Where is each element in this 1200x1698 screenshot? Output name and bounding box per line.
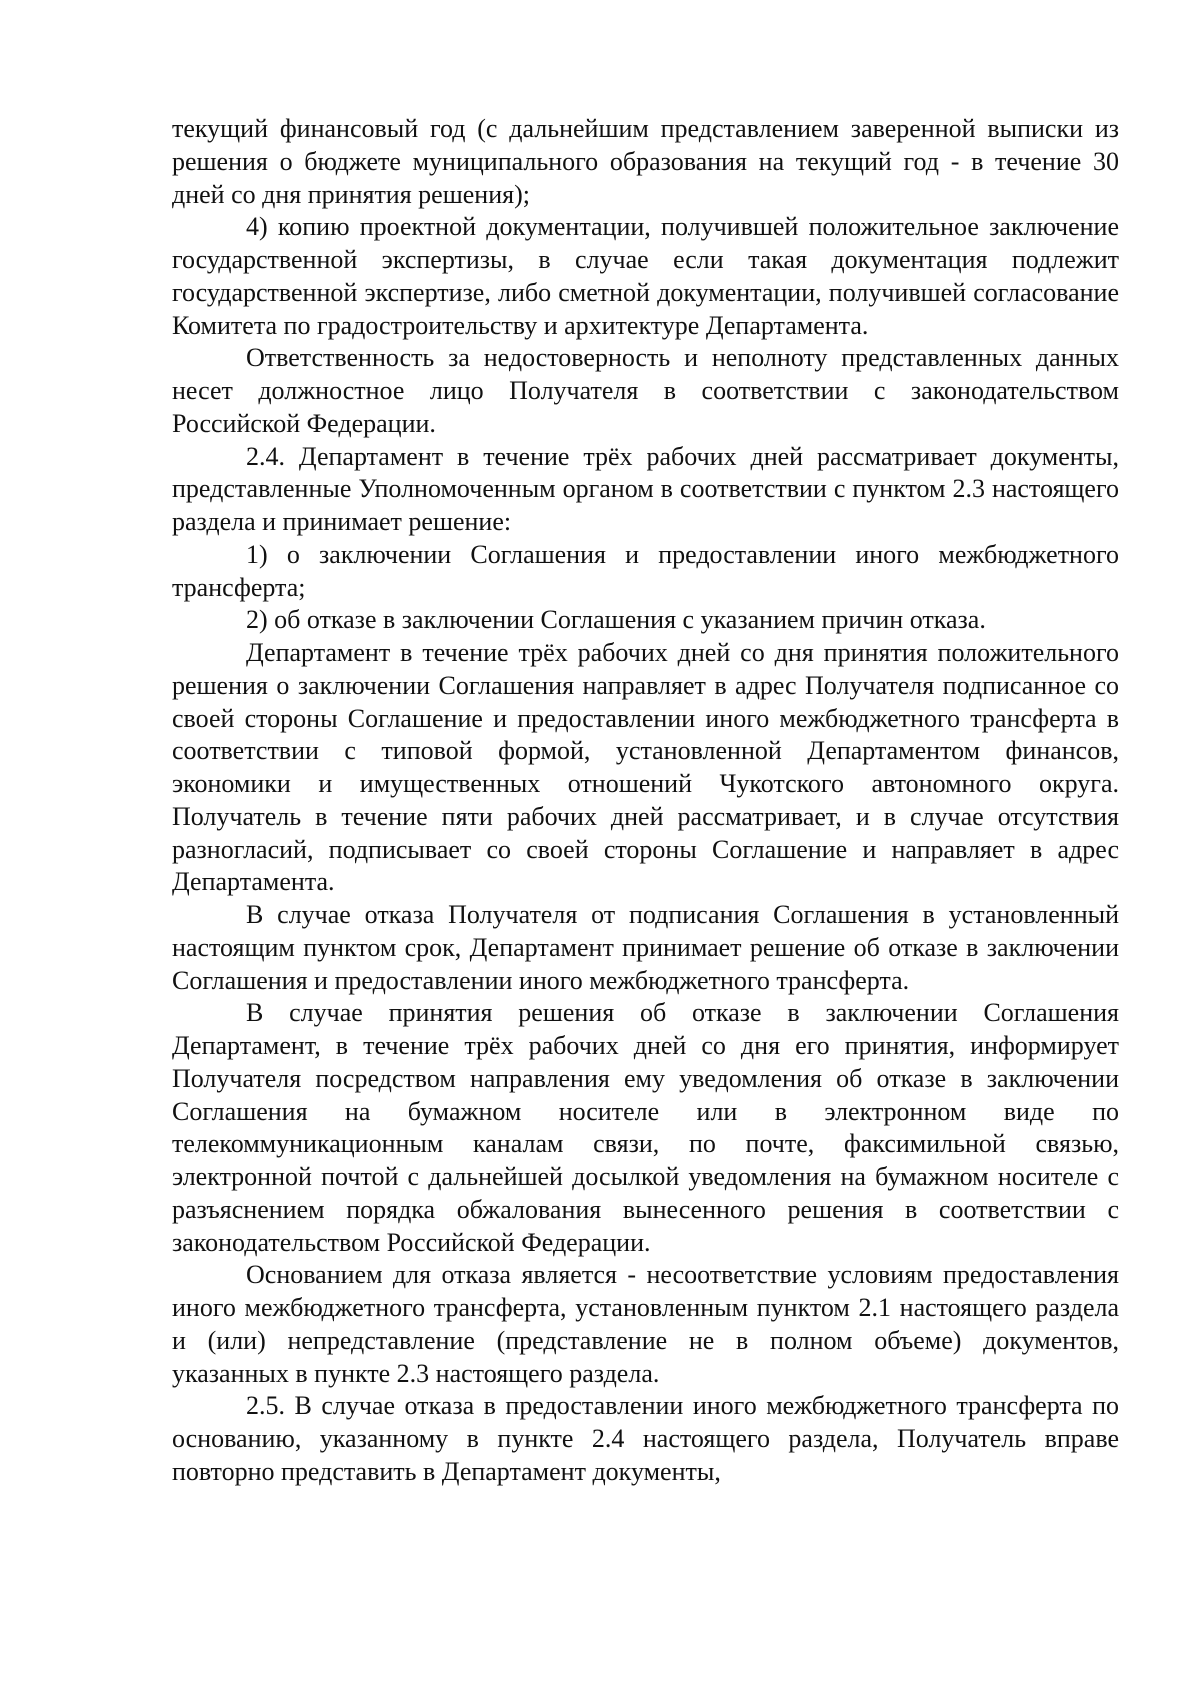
paragraph-2-4: 2.4. Департамент в течение трёх рабочих дней рассматривает документы, представленные Уполномоченным органом в соответствии с пунктом 2.3 настоящего раздела и принимает решение: — [172, 441, 1119, 536]
paragraph-refusal-grounds: Основанием для отказа является - несоответствие условиям предоставления иного межбюджетного трансферта, установленным пунктом 2.1 настоящего раздела и (или) непредставление (представление не в полном объеме) документов, указанных в пункте 2.3 настоящего раздела. — [172, 1260, 1119, 1388]
paragraph-refusal-to-sign: В случае отказа Получателя от подписания Соглашения в установленный настоящим пунктом срок, Департамент принимает решение об отказе в заключении Соглашения и предоставлении иного межбюджетного трансферта. — [172, 900, 1119, 995]
paragraph-agreement-signing: Департамент в течение трёх рабочих дней со дня принятия положительного решения о заключении Соглашения направляет в адрес Получателя подписанное со своей стороны Соглашение и предоставлении иного межбюджетного трансферта в соответствии с типовой формой, установленной Департаментом финансов, экономики и имущественных отношений Чукотского автономного округа. Получатель в течение пяти рабочих дней рассматривает, и в случае отсутствия разногласий, подписывает со своей стороны Соглашение и направляет в адрес Департамента. — [172, 638, 1119, 897]
document-body — [172, 113, 1119, 1489]
paragraph-item-4: 4) копию проектной документации, получившей положительное заключение государственной экспертизы, в случае если такая документация подлежит государственной экспертизе, либо сметной документации, получившей согласование Комитета по градостроительству и архитектуре Департамента. — [172, 212, 1119, 340]
paragraph-responsibility: Ответственность за недостоверность и неполноту представленных данных несет должностное лицо Получателя в соответствии с законодательством Российской Федерации. — [172, 343, 1119, 438]
paragraph-2-4-item-2: 2) об отказе в заключении Соглашения с указанием причин отказа. — [246, 605, 986, 635]
paragraph-2-5: 2.5. В случае отказа в предоставлении иного межбюджетного трансферта по основанию, указанному в пункте 2.4 настоящего раздела, Получатель вправе повторно представить в Департамент документы, — [172, 1391, 1119, 1486]
paragraph-continuation: текущий финансовый год (с дальнейшим представлением заверенной выписки из решения о бюджете муниципального образования на текущий год - в течение 30 дней со дня принятия решения); — [172, 114, 1119, 209]
paragraph-refusal-notification: В случае принятия решения об отказе в заключении Соглашения Департамент, в течение трёх рабочих дней со дня его принятия, информирует Получателя посредством направления ему уведомления об отказе в заключении Соглашения на бумажном носителе или в электронном виде по телекоммуникационным каналам связи, по почте, факсимильной связью, электронной почтой с дальнейшей досылкой уведомления на бумажном носителе с разъяснением порядка обжалования вынесенного решения в соответствии с законодательством Российской Федерации. — [172, 998, 1119, 1257]
paragraph-2-4-item-1: 1) о заключении Соглашения и предоставлении иного межбюджетного трансферта; — [172, 539, 1119, 602]
